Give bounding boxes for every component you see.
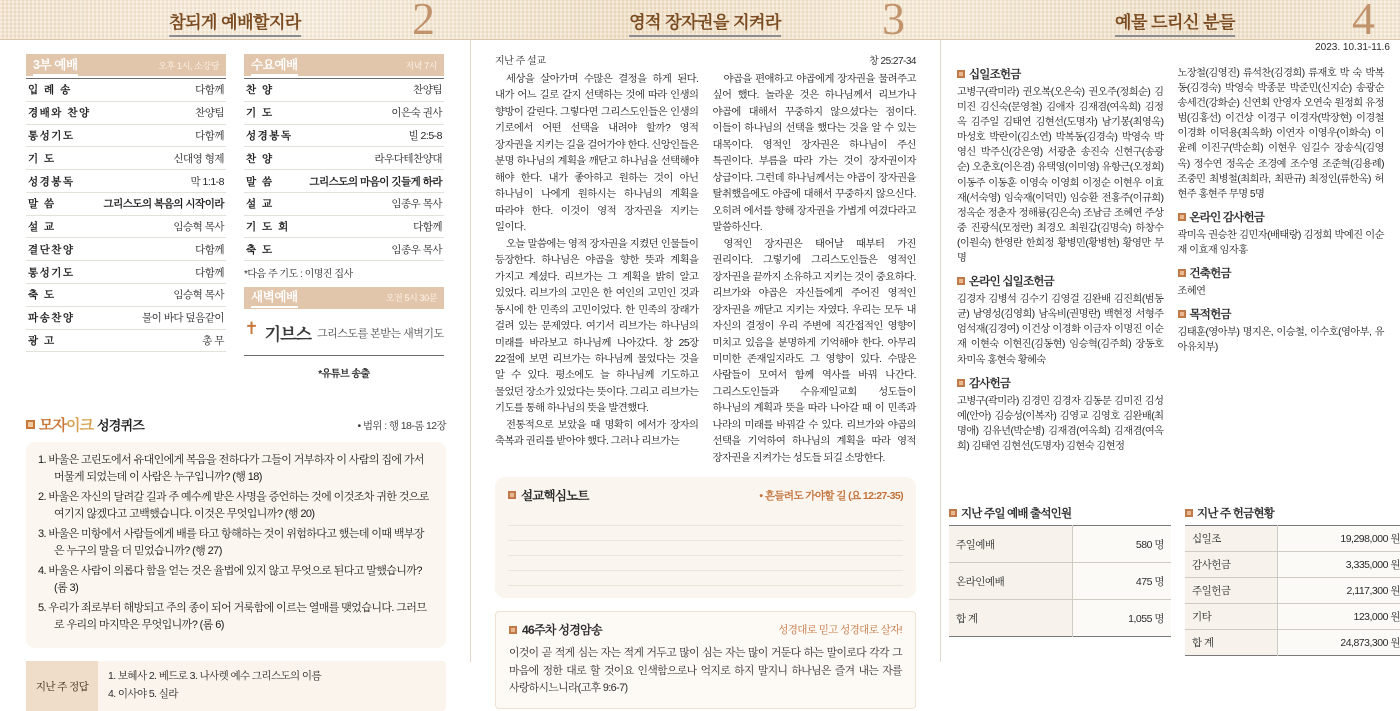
offering-lists <box>949 66 1392 461</box>
bullet-square-icon <box>1178 310 1186 318</box>
bullet-square-icon <box>957 379 965 387</box>
offering-group-title: 십일조헌금 <box>969 69 1021 81</box>
order-row <box>26 284 226 307</box>
order-row <box>26 101 226 124</box>
order-row <box>244 101 444 124</box>
service-wednesday-footnote: *다음 주 기도 : 이명진 집사 <box>244 268 353 280</box>
table-cell-key: 합 계 <box>1185 630 1278 656</box>
table-cell-key: 기타 <box>1185 604 1278 630</box>
offering-names: 고병구(곽미라) 김경민 김경자 김동문 김미진 김성예(안아) 김승성(이복자) 김영교 김영호 김완배(최명애) 김유년(박순병) 김재겸(여옥희) 김재겸(여옥희) 김태연 김현선(도명자) 김현숙 김현정 <box>957 395 1164 452</box>
table-row <box>1185 578 1400 604</box>
offering-names: 조혜연 <box>1177 286 1206 298</box>
sermon-meta <box>495 52 916 67</box>
order-row-label: 설 교 <box>28 221 56 234</box>
order-row-value: 그리스도의 복음의 시작이라 <box>103 198 224 211</box>
order-row-label: 결단찬양 <box>28 243 75 256</box>
previous-answers-label: 지난 주 정답 <box>26 661 98 711</box>
offering-group <box>1178 66 1385 202</box>
order-row-label: 찬 양 <box>246 152 274 165</box>
table-cell-value: 24,873,300 원 <box>1278 630 1400 656</box>
note-ruled-lines <box>508 511 903 586</box>
table-cell-key: 합 계 <box>949 600 1072 637</box>
column-worship <box>0 40 470 711</box>
quiz-item: 3. 바울은 미항에서 사람들에게 배를 타고 항해하는 것이 위험하다고 했는데 이때 백부장은 누구의 말을 더 믿었습니까? (행 27) <box>38 527 424 557</box>
service-third-name: 3부 예배 <box>33 55 78 76</box>
order-row-value: 찬양팀 <box>413 84 442 97</box>
offering-group-title: 목적헌금 <box>1189 309 1231 322</box>
table-cell-value: 1,055 명 <box>1072 600 1171 637</box>
previous-answers-line-1: 1. 보혜사 2. 베드로 3. 나사렛 예수 그리스도의 이름 <box>108 670 321 683</box>
bible-quiz-title: 성경퀴즈 <box>96 417 145 433</box>
order-row-label: 파송찬양 <box>28 312 75 325</box>
table-cell-value: 3,335,000 원 <box>1278 552 1400 578</box>
order-row-label: 성경봉독 <box>246 129 293 142</box>
offering-group <box>1178 209 1385 258</box>
attendance-table <box>949 525 1171 637</box>
offering-group-title: 온라인 십일조헌금 <box>969 276 1054 289</box>
bible-quiz-title-group <box>26 414 144 435</box>
sermon-note-title: 설교핵심노트 <box>521 489 589 504</box>
attendance-title: 지난 주일 예배 출석인원 <box>961 508 1072 520</box>
sermon-label: 지난 주 설교 <box>495 56 546 67</box>
bible-quiz <box>26 414 446 711</box>
page-title-3: 영적 장자권을 지켜라 <box>629 8 781 33</box>
order-row <box>244 124 444 147</box>
service-third-header <box>26 54 226 76</box>
offering-group-title: 건축헌금 <box>1189 268 1231 281</box>
order-row-value: 임종우 목사 <box>391 243 442 256</box>
page-title-2: 참되게 예배할지라 <box>169 8 301 33</box>
attendance-table-block <box>949 505 1171 656</box>
quiz-item: 4. 바울은 사람이 의롭다 함을 얻는 것은 율법에 있지 않고 무엇으로 된다고 말했습니까? (롬 3) <box>38 565 422 595</box>
sermon-note-title-group <box>508 486 589 504</box>
memory-verse-card <box>495 611 916 709</box>
offering-names: 노장철(김영진) 류석찬(김경희) 류재호 박 숙 박복동(김경숙) 박영숙 박종문 박준민(신지순) 송광순 송세건(강화순) 신연회 안영자 오연숙 원정희 유정범(김홍선) 이건상 이경구 이경자(박장현) 이경철 이경화 이덕용(최옥화) 이연자 이영우(이화숙) 이윤례 이진구(박순희) 이현우 임길수 장송식(김영옥) 정수연 정옥순 조경예 조수영 조준혁(김용례) 조중민 최병철(최희라, 최판규) 최정인(류한옥) 허현주 홍현주 무명 5명 <box>1177 68 1384 200</box>
order-row-label: 기 도 <box>28 152 56 165</box>
dawn-footnote: *유튜브 송출 <box>318 368 370 380</box>
order-row-value: 다함께 <box>195 84 224 97</box>
bullet-square-icon <box>949 509 957 517</box>
note-line[interactable] <box>508 526 903 541</box>
finance-title: 지난 주 헌금현황 <box>1197 508 1274 520</box>
service-wednesday-table <box>244 78 444 261</box>
bullet-square-icon <box>957 70 965 78</box>
table-cell-value: 2,117,300 원 <box>1278 578 1400 604</box>
sermon-paragraph: 전통적으로 보았을 때 명확히 에서가 장자의 축복과 권리를 받아야 했다. 그러나 리브가는 <box>495 419 699 448</box>
service-third-table <box>26 78 226 352</box>
order-row-value: 다함께 <box>195 129 224 142</box>
service-dawn-time: 오전 5시 30분 <box>385 293 437 304</box>
table-row <box>949 526 1171 563</box>
finance-table <box>1185 525 1400 656</box>
bible-quiz-range: • 범위 : 행 18-롬 12장 <box>357 419 446 432</box>
offering-group-header <box>957 273 1164 289</box>
header-band <box>0 0 1400 44</box>
bullet-square-icon <box>1178 269 1186 277</box>
offering-group-header <box>1178 306 1385 322</box>
sermon-note-header <box>508 486 903 504</box>
previous-answers <box>26 661 446 711</box>
order-row <box>26 306 226 329</box>
bullet-square-icon <box>1185 509 1193 517</box>
mosaic-brand: 모자이크 <box>39 416 93 434</box>
bullet-square-icon <box>509 626 517 634</box>
service-wednesday-name: 수요예배 <box>251 55 298 76</box>
offering-names: 곽미옥 권승찬 김민자(배태랑) 김정희 박예진 이순재 이효재 임자홍 <box>1177 229 1384 256</box>
order-row-value: 빌 2:5-8 <box>408 129 442 142</box>
page-number-2: 2 <box>412 0 435 44</box>
service-dawn-header <box>244 287 444 309</box>
order-row-label: 축 도 <box>28 289 56 302</box>
order-row <box>26 238 226 261</box>
service-wednesday <box>244 54 444 380</box>
memory-verse-title-group <box>509 621 602 638</box>
order-row <box>244 170 444 193</box>
offering-group <box>957 375 1164 454</box>
offering-group <box>1178 306 1385 355</box>
order-row <box>244 192 444 215</box>
order-row-value: 물이 바다 덮음같이 <box>142 312 224 325</box>
offering-column-right <box>1178 66 1385 461</box>
offering-names: 김태훈(영아부) 명지은, 이승철, 이수호(영아부, 유아유치부) <box>1177 327 1384 354</box>
offering-group <box>1178 265 1385 299</box>
order-row-label: 통성기도 <box>28 266 75 279</box>
order-row-label: 광 고 <box>28 334 56 347</box>
page-number-3: 3 <box>882 0 905 44</box>
table-cell-value: 19,298,000 원 <box>1278 526 1400 552</box>
dawn-prayer-artwork <box>244 309 444 356</box>
table-row <box>1185 552 1400 578</box>
sermon-column-left <box>495 72 699 467</box>
service-wednesday-time: 저녁 7시 <box>405 60 437 71</box>
service-third <box>26 54 226 380</box>
offering-column-left <box>957 66 1164 461</box>
offering-group-header <box>1178 209 1385 225</box>
order-row-label: 기 도 회 <box>246 221 290 234</box>
offering-names: 고병구(곽미라) 권오복(오은숙) 권오주(정희순) 김미진 김신숙(문영철) 김애자 김재겸(여옥희) 김정옥 김주일 김태연 김현선(도명자) 남기봉(최영옥) 마성호 박란이(김소연) 박복동(김경숙) 박영숙 박영신 박주신(강은영) 서광춘 송진숙 신현구(송광순) 오춘호(이은겸) 유택영(이미영) 유항근(오정희) 이동주 이동훈 이영숙 이영희 이정순 이현우 이효재(서숙영) 임숙재(이덕민) 임승환 전홍주(이규희) 정옥순 정춘자 정해룡(김은숙) 조남금 조혜연 주상중 진광식(모정란) 최경오 최원갑(김명숙) 하창수(이원숙) 한영란 한희정 황병민(황병헌) 황영만 무명 <box>957 87 1164 265</box>
order-row-value: 다함께 <box>195 266 224 279</box>
quiz-item: 5. 우리가 죄로부터 해방되고 주의 종이 되어 거룩함에 이르는 열매를 맺었습니다. 그러므로 우리의 마지막은 무엇입니까? (롬 6) <box>38 602 427 632</box>
table-row <box>1185 630 1400 656</box>
order-row-label: 성경봉독 <box>28 175 75 188</box>
order-row <box>244 238 444 261</box>
page-title-4: 예물 드리신 분들 <box>1115 8 1235 33</box>
table-cell-key: 십일조 <box>1185 526 1278 552</box>
offering-group-title: 온라인 감사헌금 <box>1189 211 1265 224</box>
summary-tables <box>949 505 1400 656</box>
page-number-4: 4 <box>1352 0 1375 44</box>
sermon-note-card <box>495 477 916 598</box>
bullet-square-icon <box>957 277 965 285</box>
table-row <box>1185 604 1400 630</box>
order-row <box>26 147 226 170</box>
order-row <box>26 261 226 284</box>
dawn-art-big: 기브스 <box>264 325 311 345</box>
order-row <box>244 147 444 170</box>
order-row <box>26 192 226 215</box>
order-row-label: 입 례 송 <box>28 84 72 97</box>
note-line[interactable] <box>508 511 903 526</box>
next-sermon-title: • 흔들려도 가야할 길 (요 12:27-35) <box>759 489 903 502</box>
order-row <box>26 215 226 238</box>
order-row-value: 그리스도의 마음이 깃들게 하라 <box>309 175 442 188</box>
order-row-label: 통성기도 <box>28 129 75 142</box>
order-row-value: 막 1:1-8 <box>190 175 224 188</box>
bullet-square-icon <box>1178 213 1186 221</box>
cross-icon: ✝ <box>244 318 259 338</box>
note-line[interactable] <box>508 571 903 586</box>
finance-table-block <box>1185 505 1400 656</box>
table-row <box>949 563 1171 600</box>
table-cell-key: 감사헌금 <box>1185 552 1278 578</box>
column-offering <box>940 40 1400 662</box>
order-row <box>244 79 444 102</box>
bible-quiz-header <box>26 414 446 435</box>
bullet-square-icon <box>508 491 516 499</box>
note-line[interactable] <box>508 556 903 571</box>
order-row-value: 다함께 <box>195 243 224 256</box>
note-line[interactable] <box>508 541 903 556</box>
table-cell-key: 주일헌금 <box>1185 578 1278 604</box>
bullet-square-icon <box>26 420 35 429</box>
sermon-paragraph: 오늘 말씀에는 영적 장자권을 지켰던 인물들이 등장한다. 하나님은 야곱을 향한 뜻과 계획을 가지고 계셨다. 리브가는 그 계획을 밝히 알고 있었다. 리브가의 고민은 한 여인의 고민인 것과 동시에 한 민족의 고민이었다. 한 민족의 장래가 걸려 있는 문제였다. 여기서 리브가는 하나님의 미래를 바라보고 하나님께 나아갔다. 창 25장 22절에 보면 리브가는 하나님께 물었다는 것을 알 수 있다. 평소에도 늘 하나님께 기도하고 물었던 장소가 있었다는 뜻이다. 그리고 리브가는 기도를 통해 하나님의 뜻을 발견했다. <box>495 238 699 415</box>
table-cell-key: 주일예배 <box>949 526 1072 563</box>
order-row-label: 찬 양 <box>246 84 274 97</box>
attendance-header <box>949 505 1171 521</box>
offering-group-header <box>957 375 1164 391</box>
dawn-art-small: 그리스도를 본받는 새벽기도 <box>316 327 444 340</box>
offering-date: 2023. 10.31-11.6 <box>1315 42 1390 53</box>
table-row <box>1185 526 1400 552</box>
order-row-value: 찬양팀 <box>195 107 224 120</box>
table-cell-value: 475 명 <box>1072 563 1171 600</box>
previous-answers-line-2: 4. 이사야 5. 실라 <box>108 688 178 701</box>
sermon-paragraph: 세상을 살아가며 수많은 결정을 하게 된다. 내가 어느 길로 갈지 선택하는 것에 따라 인생의 향방이 갈린다. 그렇다면 그리스도인들은 인생의 기로에서 어떤 선택을 내려야 할까? 영적 장자권을 지키는 길을 걸어가야 한다. 신앙인들은 분명 하나님의 계획을 깨닫고 하나님을 선택해야 해야 한다. 내가 좋아하고 원하는 것이 아닌 하나님이 나에게 원하시는 하나님의 계획을 따라야 한다. 이것이 영적 장자권을 지키는 일이다. <box>495 74 699 234</box>
column-sermon <box>470 40 940 694</box>
memory-verse-header <box>509 621 902 638</box>
finance-header <box>1185 505 1400 521</box>
order-row-value: 신대영 형제 <box>173 152 224 165</box>
order-row-value: 이은숙 권사 <box>391 107 442 120</box>
order-row <box>26 329 226 352</box>
order-row-value: 라우다테찬양대 <box>374 152 442 165</box>
sermon-reference: 창 25:27-34 <box>869 56 916 67</box>
offering-group <box>957 66 1164 266</box>
sermon-paragraph: 야곱을 편애하고 야곱에게 장자권을 물려주고 싶어 했다. 놀라운 것은 하나님께서 리브가나 야곱에 대해서 꾸중하지 않으셨다는 점이다. 이들이 하나님의 선택을 했다는 것을 알 수 있는 대목이다. 영적인 장자권은 하나님이 주신 특권이다. 부름을 따라 가는 것이 장자권이자 상급이다. 그런데 하나님께서는 야곱이 장자권을 탈취했음에도 야곱에 대해서 꾸중하지 않으신다. 오히려 에서를 향해 장자권을 가볍게 여겼다라고 말씀하신다. <box>712 74 916 234</box>
table-cell-value: 580 명 <box>1072 526 1171 563</box>
offering-group <box>957 273 1164 367</box>
offering-group-title: 감사헌금 <box>969 377 1011 390</box>
table-cell-key: 온라인예배 <box>949 563 1072 600</box>
order-row-value: 임승혁 목사 <box>173 221 224 234</box>
sermon-paragraph: 영적인 장자권은 태어날 때부터 가진 권리이다. 그렇기에 그리스도인들은 영적인 장자권을 끝까지 소유하고 지키는 것이 중요하다. 리브가와 야곱은 자신들에게 주어진 영적인 장자권을 깨닫고 지키는 자였다. 우리는 모두 내 자신의 결정이 우리 주변에 직간접적인 영향이 미치고 있음을 분명하게 기억해야 한다. 아무리 미미한 존재일지라도 그 영향이 있다. 수많은 사람들이 모여서 함께 역사를 바꿔 나간다. 그리스도인들과 수유제일교회 성도들이 하나님의 계획과 뜻을 따라 나아갈 때 이 민족과 나라의 미래를 바꿔갈 수 있다. 리브가와 야곱의 선택을 기억하여 하나님의 계획을 따라 영적 장자권을 지켜가는 성도들 되길 소망한다. <box>712 238 916 464</box>
order-row-label: 경배와 찬양 <box>28 107 91 120</box>
order-row-value: 총 무 <box>202 334 224 347</box>
order-row <box>26 124 226 147</box>
order-row-value: 다함께 <box>413 221 442 234</box>
service-dawn-name: 새벽예배 <box>251 287 298 308</box>
memory-verse-text: 이것이 곧 적게 심는 자는 적게 거두고 많이 심는 자는 많이 거둔다 하는 말이로다 각각 그 마음에 정한 대로 할 것이요 인색함으로나 억지로 하지 말지니 하나님은 즐겨 내는 자를 사랑하시느니라(고후 9:6-7) <box>509 647 902 694</box>
order-row-value: 임승혁 목사 <box>173 289 224 302</box>
offering-group-header <box>957 66 1164 82</box>
worship-orders <box>26 54 446 380</box>
previous-answers-value <box>98 661 331 711</box>
sermon-column-right <box>713 72 917 467</box>
memory-verse-slogan: 성경대로 믿고 성경대로 살자! <box>778 624 902 637</box>
quiz-item: 2. 바울은 자신의 달려갈 길과 주 예수께 받은 사명을 증언하는 것에 이것조차 귀한 것으로 여기지 않겠다고 고백했습니다. 이것은 무엇입니까? (행 20) <box>38 490 429 520</box>
offering-names: 김경자 김병석 김수기 김영걸 김완배 김진희(범동균) 남영성(김영희) 남옥비(권명란) 백현정 서형주 엄석재(김경여) 이건상 이경화 이금자 이명진 이순재 이현숙 이현진(김동현) 임승혁(김주희) 장동호 차미옥 홍현숙 황혜숙 <box>957 294 1164 366</box>
order-row-label: 말 씀 <box>28 198 56 211</box>
order-row <box>26 79 226 102</box>
offering-group-header <box>1178 265 1385 281</box>
quiz-item: 1. 바울은 고린도에서 유대인에게 복음을 전하다가 그들이 거부하자 이 사람의 집에 가서 머물게 되었는데 이 사람은 누구입니까? (행 18) <box>38 453 424 483</box>
order-row <box>244 215 444 238</box>
order-row-label: 축 도 <box>246 243 274 256</box>
order-row-label: 설 교 <box>246 198 274 211</box>
table-cell-value: 123,000 원 <box>1278 604 1400 630</box>
service-third-time: 오후 1시, 소강당 <box>158 60 219 71</box>
order-row-label: 기 도 <box>246 107 274 120</box>
service-wednesday-header <box>244 54 444 76</box>
table-row <box>949 600 1171 637</box>
order-row <box>26 170 226 193</box>
bible-quiz-box <box>26 442 446 648</box>
sermon-body <box>495 72 916 467</box>
memory-verse-title: 46주차 성경암송 <box>522 623 602 638</box>
order-row-value: 임종우 목사 <box>391 198 442 211</box>
order-row-label: 말 씀 <box>246 175 274 188</box>
